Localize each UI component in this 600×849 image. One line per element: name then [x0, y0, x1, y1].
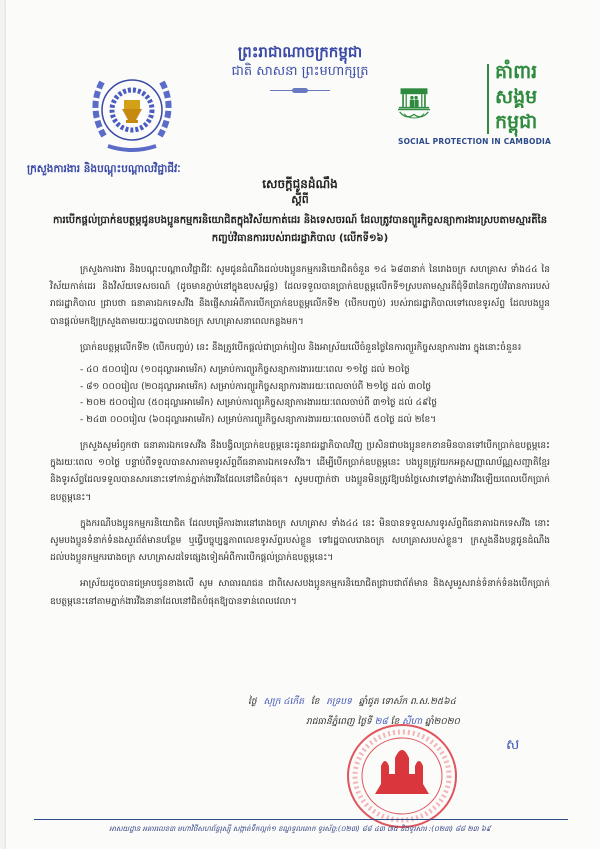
- notice-body: [50, 262, 550, 620]
- notice-title: សេចក្តីជូនដំណឹង: [262, 177, 338, 191]
- amount-list: [50, 362, 550, 428]
- kingdom-title: ព្រះរាជាណាចក្រកម្ពុជា: [237, 43, 363, 61]
- amount-item: - ២០២ ៥០០រៀល (៥០ដុល្លារអាមេរិក) សម្រាប់ការព្យួរកិច្ចសន្យាការងាររយៈពេលចាប់ពី ៣១ថ្ងៃ ដល់ ៤៩ថ្ងៃ: [80, 395, 550, 412]
- paragraph-2: ប្រាក់ឧបត្ថម្ភលើកទី២ (បើកបញ្ចប់) នេះ នឹងត្រូវបើកផ្តល់ជាប្រាក់រៀល និងអាស្រ័យលើចំនួនថ្ងៃនៃការព្យួរកិច្ចសន្យាការងារ ក្នុងនោះចំនួន៖: [80, 342, 522, 353]
- lunar-day-prefix: ថ្ងៃ: [248, 697, 257, 707]
- solar-day-handwritten: ២៨: [374, 717, 388, 727]
- solar-day-prefix: រាជធានីភ្នំពេញ ថ្ងៃទី: [306, 717, 372, 727]
- lunar-month-handwritten: ភទ្របទ: [326, 697, 352, 707]
- paragraph-4: ក្នុងករណីបងប្អូនកម្មករនិយោជិត ដែលបម្រើការងារនៅរោងចក្រ សហគ្រាស ទាំង៤៤ នេះ មិនបានទទួលសារទូរស័ព្ទពីធនាគារឯកទេសវីង នោះសូមបងប្អូនទំនាក់ទំនងសួរព័ត៌មានបន្ថែម ឬធ្វើបច្ចុប្បន្នភាពលេខទូរស័ព្ទរបស់ខ្លួន ទៅរដ្ឋបាលរោងចក្រ សហគ្រាសរបស់ខ្លួន។ ក្រសួងនឹងបន្តជូនដំណឹងដល់បងប្អូនកម្មកររោងចក្រ សហគ្រាសដទៃផ្សេងទៀតអំពីការបើកផ្តល់ប្រាក់ឧបត្ថម្ភនេះ។: [50, 518, 550, 564]
- ministry-name: ក្រសួងការងារ និងបណ្តុះបណ្តាលវិជ្ជាជីវៈ: [27, 163, 181, 175]
- logo-divider: [487, 64, 489, 134]
- sp-text-line: កម្ពុជា: [495, 111, 538, 133]
- social-protection-khmer-text: [495, 60, 555, 135]
- official-seal-icon: [345, 722, 460, 830]
- notice-subject: ការបើកផ្តល់ប្រាក់ឧបត្ថម្ភជូនបងប្អូនកម្មករនិយោជិតក្នុងវិស័យកាត់ដេរ និងទេសចរណ៍ ដែលត្រូវបានព្យួរកិច្ចសន្យាការងារស្របតាមស្មារតីនៃកញ្ចប់វិធានការរបស់រាជរដ្ឋាភិបាល (លើកទី១៦): [52, 215, 548, 244]
- lunar-day-handwritten: សុក្រ ៤កើត: [263, 697, 304, 707]
- social-protection-english-text: SOCIAL PROTECTION IN CAMBODIA: [398, 137, 551, 146]
- amount-item: - ៨១ ០០០រៀល (២០ដុល្លារអាមេរិក) សម្រាប់ការព្យួរកិច្ចសន្យាការងាររយៈពេលចាប់ពី ២១ថ្ងៃ ដល់ ៣០ថ្ងៃ: [80, 379, 550, 396]
- lunar-month-prefix: ខែ: [310, 697, 320, 707]
- sp-text-line: សង្គម: [495, 86, 538, 108]
- ornament-divider-icon: [270, 88, 330, 94]
- footer-address: អាសយដ្ឋាន អគារលេខ៣ មហាវិថីសហព័ន្ធរុស្ស៊ី សង្កាត់ទឹកល្អក់១ ខណ្ឌទួលគោក ទូរស័ព្ទ:(០២៣) ៨៨ ៤៣ ៧៥ និងទូរសារ :(០២៣) ៨៨ ២៣ ៦៩: [109, 825, 491, 833]
- lunar-date: [248, 696, 456, 709]
- solar-month-handwritten: សីហា: [402, 717, 423, 727]
- solar-month-prefix: ខែ: [390, 717, 400, 727]
- sp-text-line: គាំពារ: [495, 61, 538, 83]
- paragraph-1: ក្រសួងការងារ និងបណ្តុះបណ្តាលវិជ្ជាជីវៈ សូមជូនដំណឹងដល់បងប្អូនកម្មករនិយោជិតចំនួន ១៤ ៦៨៣នាក់ នៃរោងចក្រ សហគ្រាស ទាំង៤៤ នៃវិស័យកាត់ដេរ និងវិស័យទេសចរណ៍ (ដូចមានភ្ជាប់នៅក្នុងឧបសម្ព័ន្ធ) ដែលទទួលបានប្រាក់ឧបត្ថម្ភលើកទី១ស្របតាមស្មារតីជុំទី៣នៃកញ្ចប់វិធានការរបស់រាជរដ្ឋាភិបាល ជ្រាបថា ធនាគារឯកទេសវីង នឹងផ្ញើសារអំពីការបើកប្រាក់ឧបត្ថម្ភលើកទី២ (បើកបញ្ចប់) របស់រាជរដ្ឋាភិបាលទៅលេខទូរស័ព្ទ ដែលបងប្អូនបានផ្តល់មកឱ្យក្រសួងតាមរយៈរដ្ឋបាលរោងចក្រ សហគ្រាសនាពេលកន្លងមក។: [50, 265, 550, 327]
- amount-item: - ៤០ ៥០០រៀល (១០ដុល្លារអាមេរិក) សម្រាប់ការព្យួរកិច្ចសន្យាការងាររយៈពេល ១១ថ្ងៃ ដល់ ២០ថ្ងៃ: [80, 362, 550, 379]
- solar-year: ឆ្នាំ២០២០: [424, 717, 460, 727]
- footer-divider: [34, 819, 568, 820]
- paragraph-3: ក្រសួងសូមរំឭកថា ធនាគារឯកទេសវីង នឹងបង្វិលប្រាក់ឧបត្ថម្ភនេះជូនរាជរដ្ឋាភិបាលវិញ ប្រសិនជាបងប្អូនខកខានមិនបានទៅបើកប្រាក់ឧបត្ថម្ភនេះ ក្នុងរយៈពេល ១០ថ្ងៃ បន្ទាប់ពីទទួលបានសារតាមទូរស័ព្ទពីធនាគារឯកទេសវីង។ ដើម្បីបើកប្រាក់ឧបត្ថម្ភនេះ បងប្អូនត្រូវយកអត្តសញ្ញាណប័ណ្ណសញ្ជាតិខ្មែរ និងទូរស័ព្ទដែលទទួលបានសារនោះទៅកាន់ភ្នាក់ងារវីងដែលនៅជិតបំផុត។ សូមបញ្ជាក់ថា បងប្អូនមិនត្រូវឱ្យបង់ថ្លៃសេវាទៅភ្នាក់ងារវីងឡើយពេលបើកប្រាក់ឧបត្ថម្ភនេះ។: [50, 441, 550, 503]
- kingdom-header: [210, 42, 390, 94]
- notice-subject-label: ស្តីពី: [291, 193, 309, 206]
- amount-item: - ២៤៣ ០០០រៀល (៦០ដុល្លារអាមេរិក) សម្រាប់ការព្យួរកិច្ចសន្យាការងាររយៈពេលចាប់ពី ៥០ថ្ងៃ ដល់ ២ខែ។: [80, 412, 550, 429]
- lunar-year: ឆ្នាំជូត ទោស័ក ព.ស.២៥៦៤: [358, 697, 457, 707]
- paragraph-5: អាស្រ័យដូចបានជម្រាបជូនខាងលើ សូម សាធារណជន ជាពិសេសបងប្អូនកម្មករនិយោជិតជ្រាបជាព័ត៌មាន និងសូមរួសរាន់ទំនាក់ទំនងបើកប្រាក់ឧបត្ថម្ភនេះនៅតាមភ្នាក់ងារវីងនានាដែលនៅជិតបំផុតឱ្យបានទាន់ពេលវេលា។: [50, 579, 550, 607]
- ministry-emblem-icon: [82, 62, 182, 158]
- national-motto: ជាតិ សាសនា ព្រះមហាក្សត្រ: [231, 64, 369, 79]
- initial-signature-mark: ស: [506, 737, 520, 753]
